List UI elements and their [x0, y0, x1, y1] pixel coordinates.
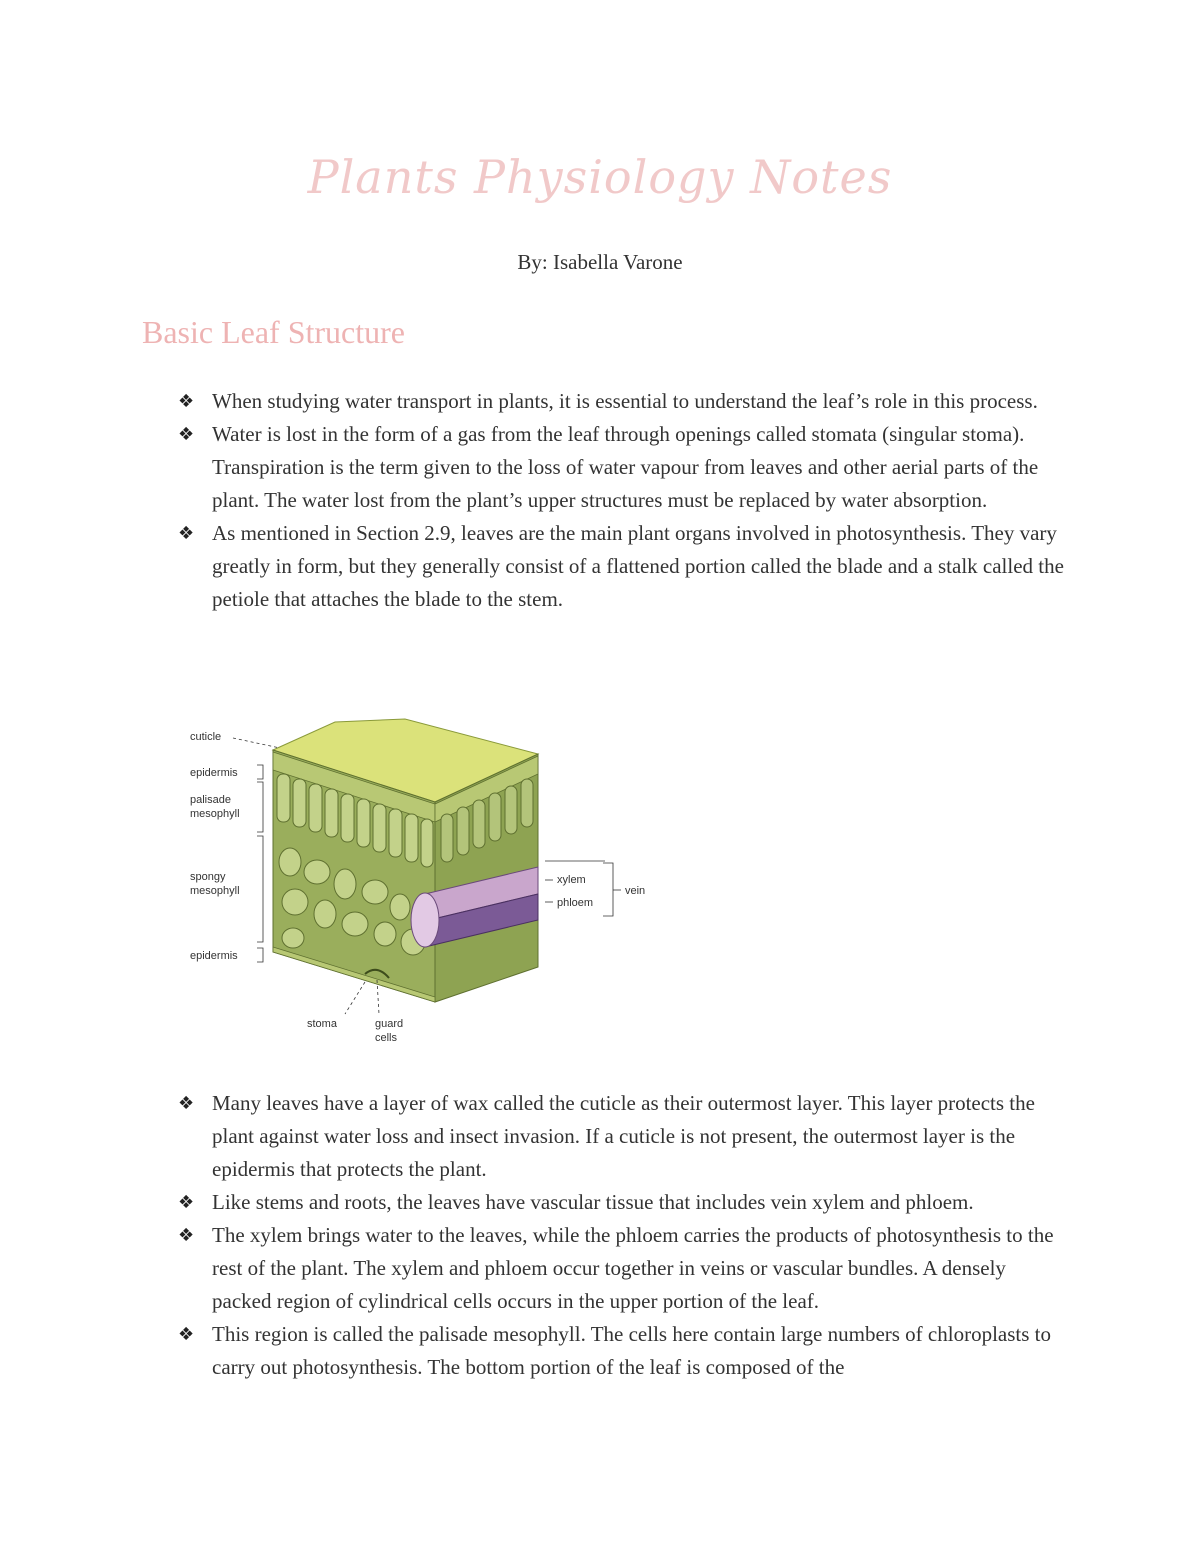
list-item: ❖ Water is lost in the form of a gas from the leaf through openings called stomata (singular stoma). Transpiration is the term given to the loss of water vapour from leaves and other aerial parts of the plant. The water lost from the plant’s upper structures must be replaced by water absorption.	[178, 418, 1068, 517]
list-item: ❖ Like stems and roots, the leaves have vascular tissue that includes vein xylem and phloem.	[178, 1186, 1068, 1219]
label-vein: vein	[625, 885, 646, 897]
list-item: ❖ When studying water transport in plants, it is essential to understand the leaf’s role in this process.	[178, 385, 1068, 418]
label-xylem: xylem	[557, 874, 586, 886]
list-item: ❖ The xylem brings water to the leaves, while the phloem carries the products of photosynthesis to the rest of the plant. The xylem and phloem occur together in veins or vascular bundles. A densely packed region of cylindrical cells occurs in the upper portion of the leaf.	[178, 1219, 1068, 1318]
bullet-diamond-icon: ❖	[178, 1324, 195, 1345]
section-heading: Basic Leaf Structure	[142, 314, 405, 350]
list-item: ❖ As mentioned in Section 2.9, leaves are the main plant organs involved in photosynthesis. They vary greatly in form, but they generally consist of a flattened portion called the blade and a stalk called the petiole that attaches the blade to the stem.	[178, 517, 1068, 616]
list-item: ❖ This region is called the palisade mesophyll. The cells here contain large numbers of chloroplasts to carry out photosynthesis. The bottom portion of the leaf is composed of the	[178, 1318, 1068, 1384]
leaf-cross-section-diagram	[185, 702, 655, 1052]
bullet-diamond-icon: ❖	[178, 523, 195, 544]
label-guard-cells: cells	[375, 1032, 398, 1044]
label-spongy: spongy	[190, 871, 226, 883]
label-cuticle: cuticle	[190, 731, 222, 743]
bullet-diamond-icon: ❖	[178, 1093, 195, 1114]
bullet-diamond-icon: ❖	[178, 1192, 195, 1213]
label-epidermis-bottom: epidermis	[190, 950, 238, 962]
label-stoma: stoma	[307, 1018, 337, 1030]
label-palisade: palisade	[190, 794, 231, 806]
bullet-list-bottom	[178, 1087, 1068, 1384]
label-spongy-mesophyll: mesophyll	[190, 885, 240, 897]
bullet-diamond-icon: ❖	[178, 424, 195, 445]
label-palisade-mesophyll: mesophyll	[190, 808, 240, 820]
bullet-diamond-icon: ❖	[178, 391, 195, 412]
label-phloem: phloem	[557, 897, 594, 909]
document-title: Plants Physiology Notes	[307, 150, 893, 204]
list-item: ❖ Many leaves have a layer of wax called the cuticle as their outermost layer. This layer protects the plant against water loss and insect invasion. If a cuticle is not present, the outermost layer is the epidermis that protects the plant.	[178, 1087, 1068, 1186]
label-epidermis-top: epidermis	[190, 767, 238, 779]
bullet-list-top	[178, 385, 1068, 616]
author-byline: By: Isabella Varone	[517, 250, 683, 274]
label-guard: guard	[375, 1018, 404, 1030]
bullet-diamond-icon: ❖	[178, 1225, 195, 1246]
